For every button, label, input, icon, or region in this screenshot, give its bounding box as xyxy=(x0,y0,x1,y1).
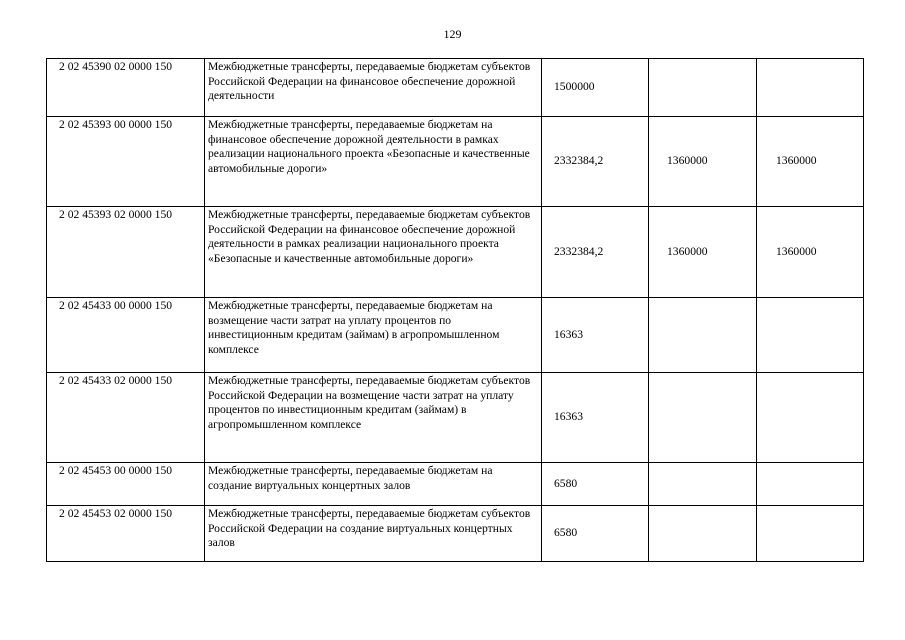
amount-year-3 xyxy=(757,506,864,562)
revenue-description: Межбюджетные трансферты, передаваемые бюджетам субъектов Российской Федерации на создание виртуальных концертных залов xyxy=(205,506,542,562)
amount-year-3 xyxy=(757,298,864,373)
amount-year-1: 16363 xyxy=(542,373,649,463)
table-row xyxy=(47,59,864,117)
page-number: 129 xyxy=(443,27,462,41)
amount-year-1: 6580 xyxy=(542,463,649,506)
amount-year-2: 1360000 xyxy=(649,207,757,298)
amount-year-3 xyxy=(757,373,864,463)
revenue-description: Межбюджетные трансферты, передаваемые бюджетам на финансовое обеспечение дорожной деятельности в рамках реализации национального проекта «Безопасные и качественные автомобильные дороги» xyxy=(205,117,542,207)
revenue-description: Межбюджетные трансферты, передаваемые бюджетам субъектов Российской Федерации на финансовое обеспечение дорожной деятельности xyxy=(205,59,542,117)
budget-classification-code: 2 02 45393 00 0000 150 xyxy=(47,117,205,207)
amount-year-2 xyxy=(649,298,757,373)
revenue-description: Межбюджетные трансферты, передаваемые бюджетам на возмещение части затрат на уплату процентов по инвестиционным кредитам (займам) в агропромышленном комплексе xyxy=(205,298,542,373)
budget-classification-code: 2 02 45453 02 0000 150 xyxy=(47,506,205,562)
amount-year-3 xyxy=(757,59,864,117)
amount-year-3: 1360000 xyxy=(757,207,864,298)
amount-year-1: 16363 xyxy=(542,298,649,373)
amount-year-2 xyxy=(649,373,757,463)
table-row xyxy=(47,506,864,562)
budget-classification-code: 2 02 45433 00 0000 150 xyxy=(47,298,205,373)
amount-year-1: 6580 xyxy=(542,506,649,562)
amount-year-1: 2332384,2 xyxy=(542,117,649,207)
table-row xyxy=(47,117,864,207)
revenue-description: Межбюджетные трансферты, передаваемые бюджетам субъектов Российской Федерации на возмещение части затрат на уплату процентов по инвестиционным кредитам (займам) в агропромышленном комплексе xyxy=(205,373,542,463)
amount-year-2: 1360000 xyxy=(649,117,757,207)
table-row xyxy=(47,207,864,298)
amount-year-3 xyxy=(757,463,864,506)
budget-classification-code: 2 02 45393 02 0000 150 xyxy=(47,207,205,298)
amount-year-2 xyxy=(649,506,757,562)
budget-classification-code: 2 02 45390 02 0000 150 xyxy=(47,59,205,117)
budget-classification-code: 2 02 45453 00 0000 150 xyxy=(47,463,205,506)
amount-year-3: 1360000 xyxy=(757,117,864,207)
revenue-description: Межбюджетные трансферты, передаваемые бюджетам на создание виртуальных концертных залов xyxy=(205,463,542,506)
table-row xyxy=(47,463,864,506)
amount-year-1: 1500000 xyxy=(542,59,649,117)
amount-year-2 xyxy=(649,463,757,506)
revenue-description: Межбюджетные трансферты, передаваемые бюджетам субъектов Российской Федерации на финансовое обеспечение дорожной деятельности в рамках реализации национального проекта «Безопасные и качественные автомобильные дороги» xyxy=(205,207,542,298)
budget-classification-code: 2 02 45433 02 0000 150 xyxy=(47,373,205,463)
budget-revenue-table xyxy=(46,58,864,562)
table-row xyxy=(47,373,864,463)
amount-year-2 xyxy=(649,59,757,117)
table-row xyxy=(47,298,864,373)
amount-year-1: 2332384,2 xyxy=(542,207,649,298)
